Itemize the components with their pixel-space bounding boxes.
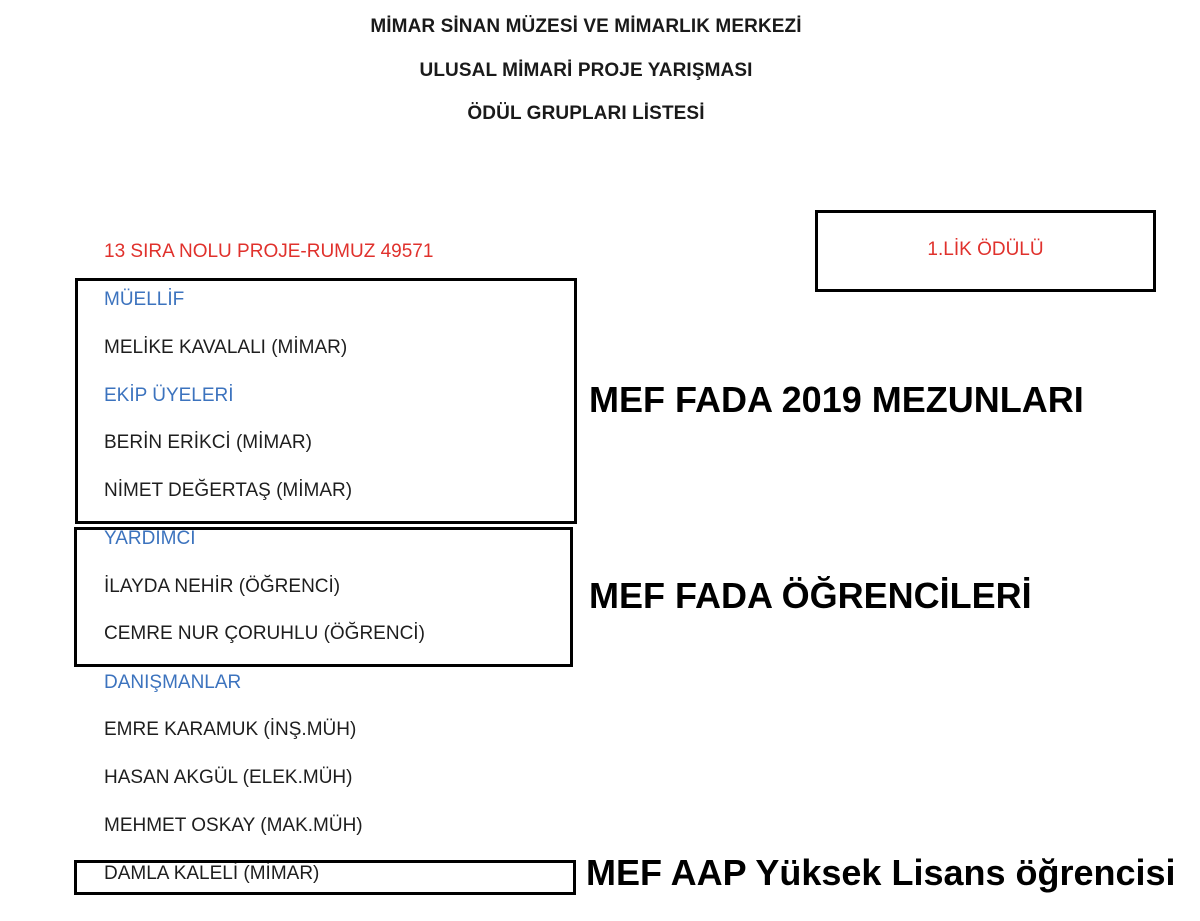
award-label: 1.LİK ÖDÜLÜ xyxy=(927,239,1044,260)
annotation-students: MEF FADA ÖĞRENCİLERİ xyxy=(589,575,1032,616)
graduates-highlight-box xyxy=(75,278,577,524)
section-label-advisors: DANIŞMANLAR xyxy=(104,672,242,693)
list-item-assistant-1: İLAYDA NEHİR (ÖĞRENCİ) xyxy=(104,576,341,597)
header-line-2: ULUSAL MİMARİ PROJE YARIŞMASI xyxy=(419,60,753,81)
list-item-advisor-2: HASAN AKGÜL (ELEK.MÜH) xyxy=(104,767,353,788)
project-title: 13 SIRA NOLU PROJE-RUMUZ 49571 xyxy=(104,241,434,262)
list-item-advisor-4: DAMLA KALELİ (MİMAR) xyxy=(104,863,320,884)
list-item-advisor-3: MEHMET OSKAY (MAK.MÜH) xyxy=(104,815,363,836)
award-box xyxy=(815,210,1156,292)
list-item-team-1: BERİN ERİKCİ (MİMAR) xyxy=(104,432,312,453)
header-line-1: MİMAR SİNAN MÜZESİ VE MİMARLIK MERKEZİ xyxy=(370,16,802,37)
section-label-assistant: YARDIMCI xyxy=(104,528,196,549)
section-label-team: EKİP ÜYELERİ xyxy=(104,385,234,406)
header-line-3: ÖDÜL GRUPLARI LİSTESİ xyxy=(467,103,705,124)
students-highlight-box xyxy=(74,527,573,667)
annotation-masters: MEF AAP Yüksek Lisans öğrencisi xyxy=(586,852,1176,893)
section-label-author: MÜELLİF xyxy=(104,289,185,310)
masters-highlight-box xyxy=(74,860,576,895)
annotation-graduates: MEF FADA 2019 MEZUNLARI xyxy=(589,379,1084,420)
list-item-team-2: NİMET DEĞERTAŞ (MİMAR) xyxy=(104,480,353,501)
list-item-advisor-1: EMRE KARAMUK (İNŞ.MÜH) xyxy=(104,719,357,740)
list-item-author-1: MELİKE KAVALALI (MİMAR) xyxy=(104,337,348,358)
list-item-assistant-2: CEMRE NUR ÇORUHLU (ÖĞRENCİ) xyxy=(104,623,425,644)
